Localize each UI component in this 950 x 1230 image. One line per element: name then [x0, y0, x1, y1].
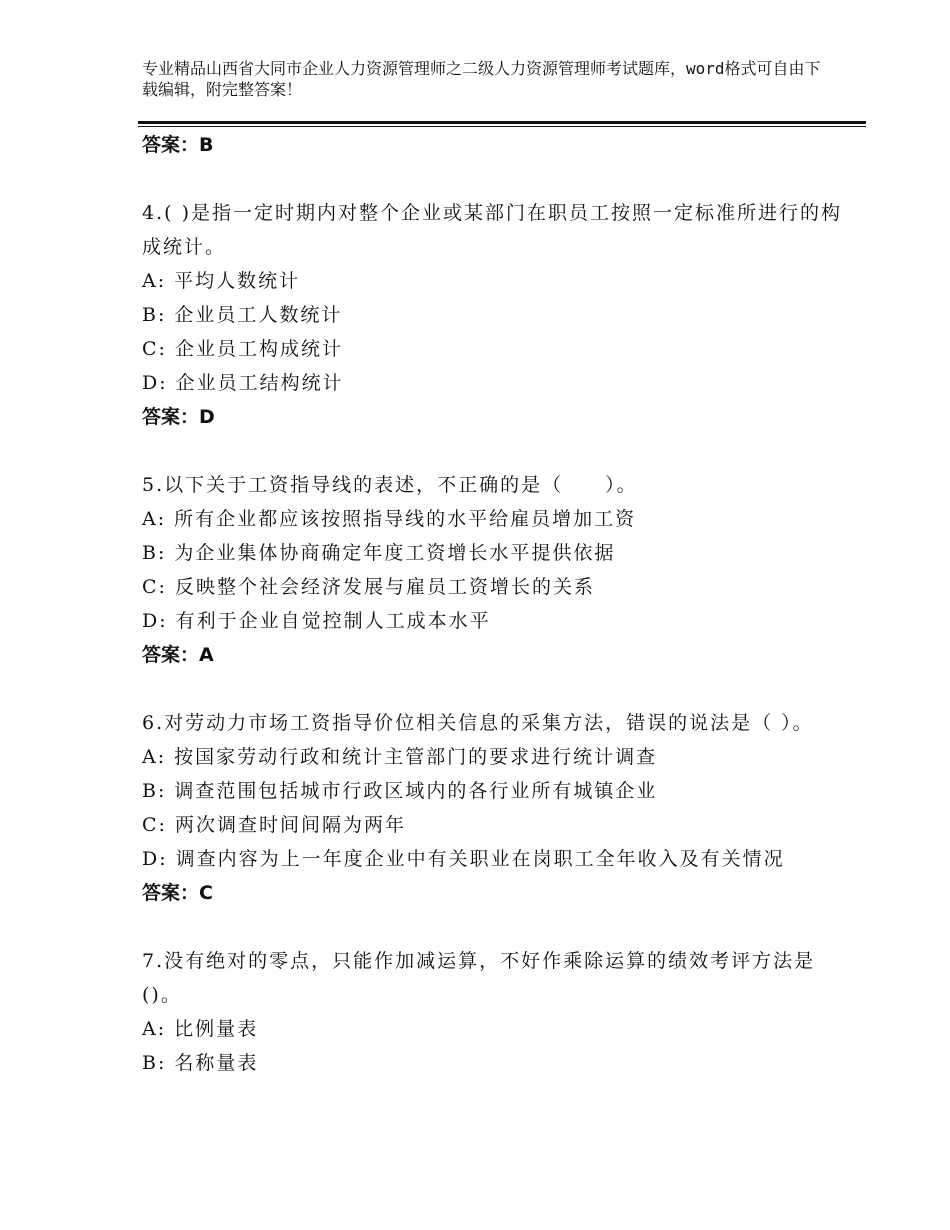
question-stem: 7.没有绝对的零点，只能作加减运算，不好作乘除运算的绩效考评方法是()。 [142, 950, 816, 1006]
option-b: B: 调查范围包括城市行政区域内的各行业所有城镇企业 [142, 780, 658, 802]
question-stem: 5.以下关于工资指导线的表述，不正确的是（ ）。 [142, 474, 638, 496]
option-a: A: 平均人数统计 [142, 270, 301, 292]
option-b: B: 名称量表 [142, 1052, 259, 1074]
question-7 [142, 944, 842, 1080]
option-c: C: 企业员工构成统计 [142, 338, 343, 360]
option-a: A: 所有企业都应该按照指导线的水平给雇员增加工资 [142, 508, 637, 530]
option-c: C: 反映整个社会经济发展与雇员工资增长的关系 [142, 576, 595, 598]
answer-line: 答案：B [142, 134, 214, 156]
document-header: 专业精品山西省大同市企业人力资源管理师之二级人力资源管理师考试题库，word格式可自由下载编辑，附完整答案！ [142, 59, 821, 99]
answer-line: 答案：C [142, 882, 213, 904]
question-6 [142, 706, 842, 910]
option-a: A: 比例量表 [142, 1018, 259, 1040]
header-rule-thick [138, 121, 866, 124]
question-4 [142, 196, 842, 434]
option-c: C: 两次调查时间间隔为两年 [142, 814, 406, 836]
option-d: D: 企业员工结构统计 [142, 372, 344, 394]
document-body [142, 128, 842, 1080]
option-d: D: 有利于企业自觉控制人工成本水平 [142, 610, 491, 632]
header-rule-thin [138, 126, 866, 127]
option-d: D: 调查内容为上一年度企业中有关职业在岗职工全年收入及有关情况 [142, 848, 785, 870]
option-b: B: 企业员工人数统计 [142, 304, 343, 326]
answer-line: 答案：D [142, 406, 215, 428]
question-5 [142, 468, 842, 672]
option-b: B: 为企业集体协商确定年度工资增长水平提供依据 [142, 542, 616, 564]
option-a: A: 按国家劳动行政和统计主管部门的要求进行统计调查 [142, 746, 658, 768]
question-stem: 4.( )是指一定时期内对整个企业或某部门在职员工按照一定标准所进行的构成统计。 [142, 202, 842, 258]
question-stem: 6.对劳动力市场工资指导价位相关信息的采集方法，错误的说法是（ ）。 [142, 712, 814, 734]
answer-line: 答案：A [142, 644, 214, 666]
